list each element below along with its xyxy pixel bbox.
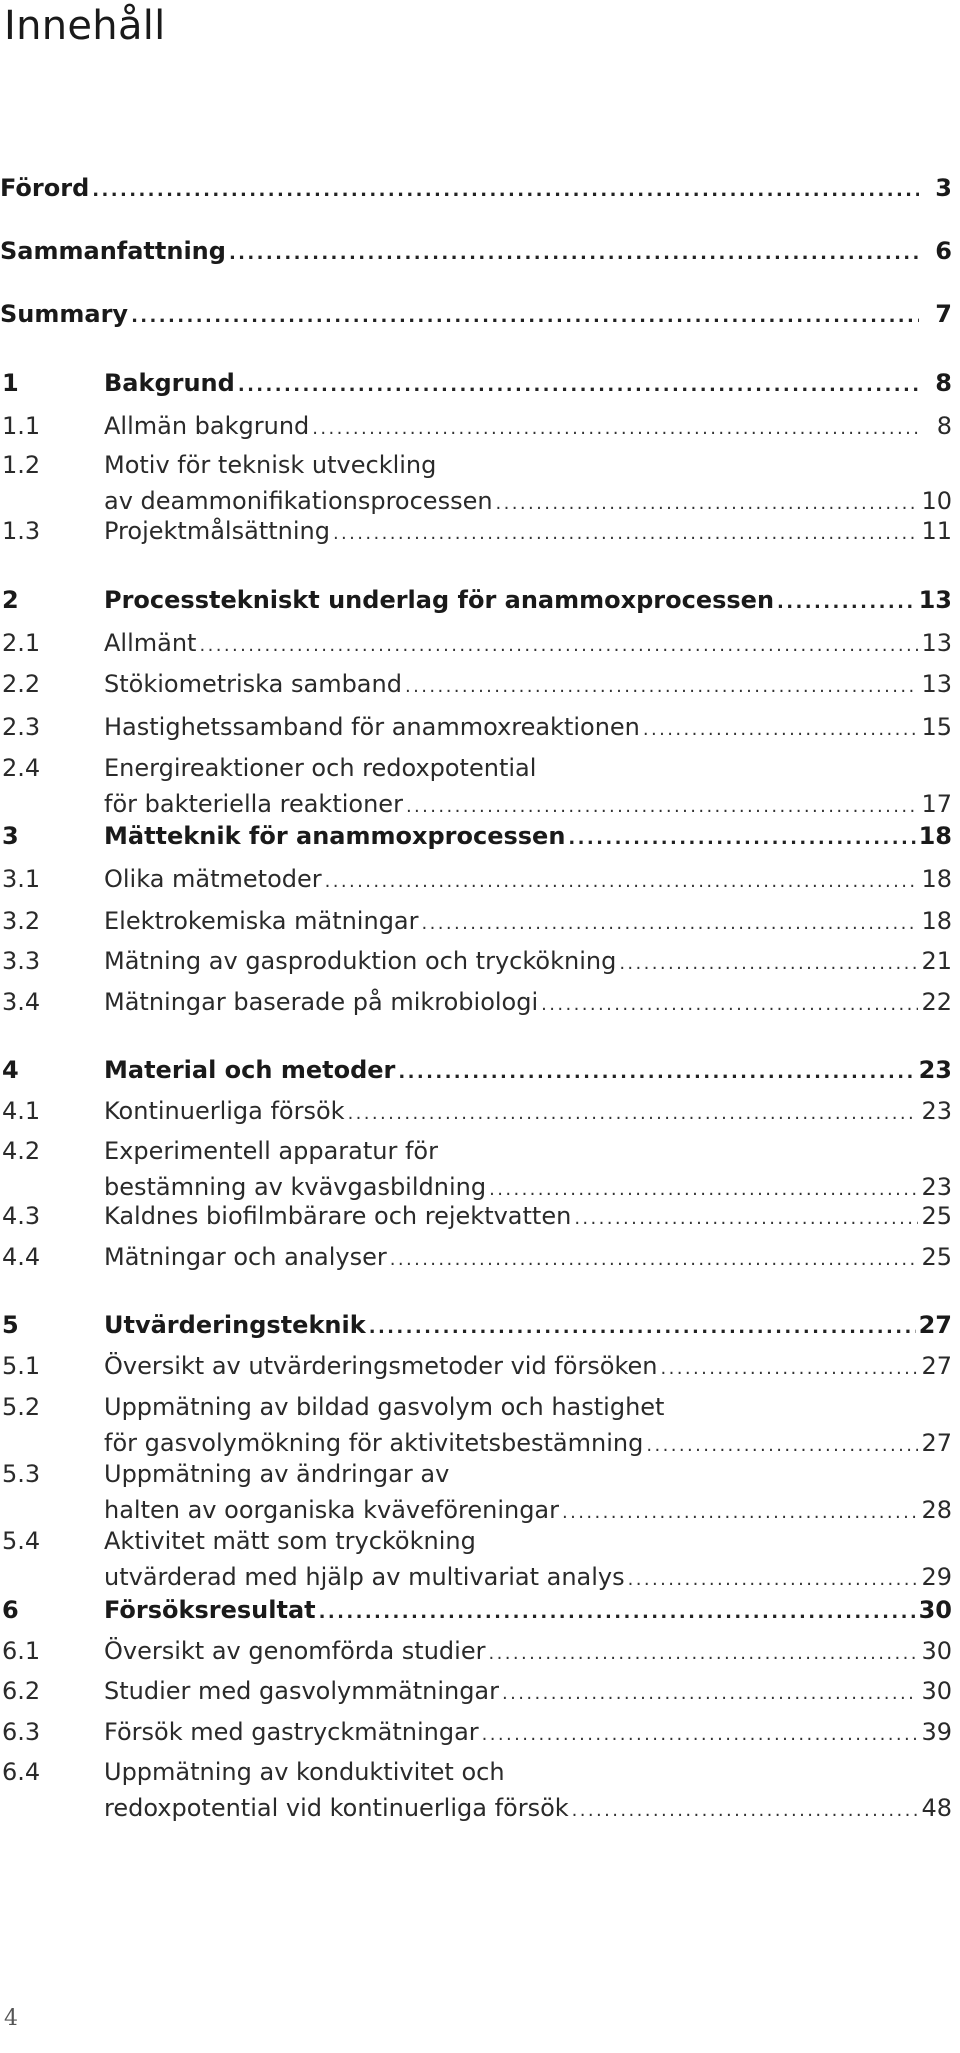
- dot-leader: [502, 1676, 918, 1712]
- toc-entry-number: 6.3: [2, 1718, 41, 1746]
- toc-entry[interactable]: [0, 1198, 952, 1234]
- toc-entry[interactable]: [0, 1133, 952, 1205]
- toc-entry-number: 6.4: [2, 1758, 41, 1786]
- dot-leader: [348, 1096, 919, 1132]
- dot-leader: [319, 1595, 916, 1631]
- toc-entry-title-continued: redoxpotential vid kontinuerliga försök: [104, 1794, 569, 1822]
- toc-page-number: 21: [921, 947, 952, 975]
- toc-entry-number: 1.1: [2, 412, 41, 440]
- toc-entry[interactable]: [0, 666, 952, 702]
- toc-entry-title: Förord: [0, 174, 90, 202]
- toc-entry-title: Olika mätmetoder: [104, 865, 322, 893]
- toc-entry-number: 2: [2, 586, 19, 614]
- dot-leader: [661, 1351, 919, 1387]
- toc-entry-number: 5.3: [2, 1460, 41, 1488]
- toc-entry-title: Bakgrund: [104, 369, 235, 397]
- toc-entry-title: Försök med gastryckmätningar: [104, 1718, 479, 1746]
- toc-entry-title: Hastighetssamband för anammoxreaktionen: [104, 713, 640, 741]
- toc-entry[interactable]: [0, 1456, 952, 1528]
- toc-entry-number: 5.2: [2, 1393, 41, 1421]
- dot-leader: [398, 1055, 915, 1091]
- toc-entry-title: Summary: [0, 300, 129, 328]
- toc-page-number: 28: [921, 1496, 952, 1524]
- toc-entry-number: 2.1: [2, 629, 41, 657]
- toc-entry-title: Översikt av utvärderingsmetoder vid försöken: [104, 1352, 658, 1380]
- toc-entry-number: 1.2: [2, 451, 41, 479]
- toc-entry-number: 1: [2, 369, 19, 397]
- toc-page-number: 10: [921, 487, 952, 515]
- dot-leader: [390, 1242, 919, 1278]
- toc-page-number: 18: [921, 865, 952, 893]
- toc-entry[interactable]: [0, 513, 952, 549]
- toc-entry-title: Uppmätning av bildad gasvolym och hastighet: [104, 1393, 665, 1421]
- toc-entry-number: 3.4: [2, 988, 41, 1016]
- toc-page-number: 11: [921, 517, 952, 545]
- toc-page-number: 7: [935, 300, 952, 328]
- toc-page-number: 13: [921, 629, 952, 657]
- toc-entry-title: Mätning av gasproduktion och tryckökning: [104, 947, 617, 975]
- toc-entry-title-continued: halten av oorganiska kväveföreningar: [104, 1496, 560, 1524]
- toc-entry[interactable]: [0, 1307, 952, 1343]
- toc-entry-title: Mätningar och analyser: [104, 1243, 387, 1271]
- toc-entry[interactable]: [0, 625, 952, 661]
- toc-entry[interactable]: [0, 170, 952, 206]
- dot-leader: [422, 906, 919, 942]
- toc-entry[interactable]: [0, 1093, 952, 1129]
- toc-entry-title: Mätningar baserade på mikrobiologi: [104, 988, 539, 1016]
- dot-leader: [643, 712, 919, 748]
- dot-leader: [488, 1636, 918, 1672]
- toc-page-number: 30: [918, 1596, 952, 1624]
- toc-entry-title: Sammanfattning: [0, 237, 226, 265]
- toc-page-number: 39: [921, 1718, 952, 1746]
- toc-entry-title: Allmänt: [104, 629, 197, 657]
- toc-entry-title: Stökiometriska samband: [104, 670, 402, 698]
- toc-page-number: 15: [921, 713, 952, 741]
- toc-entry-number: 6: [2, 1596, 19, 1624]
- toc-entry[interactable]: [0, 408, 952, 444]
- toc-page-number: 23: [918, 1056, 952, 1084]
- dot-leader: [541, 987, 918, 1023]
- toc-entry[interactable]: [0, 233, 952, 269]
- toc-entry[interactable]: [0, 750, 952, 822]
- dot-leader: [568, 821, 915, 857]
- toc-entry[interactable]: [0, 1052, 952, 1088]
- toc-entry-number: 2.3: [2, 713, 41, 741]
- page-title: Innehåll: [4, 3, 166, 49]
- toc-entry-title: Material och metoder: [104, 1056, 396, 1084]
- toc-page-number: 3: [935, 174, 952, 202]
- toc-page-number: 23: [921, 1097, 952, 1125]
- toc-entry-title: Kaldnes biofilmbärare och rejektvatten: [104, 1202, 572, 1230]
- toc-entry[interactable]: [0, 1754, 952, 1826]
- toc-entry[interactable]: [0, 1592, 952, 1628]
- toc-entry-title-continued: bestämning av kvävgasbildning: [104, 1173, 487, 1201]
- toc-entry-number: 2.4: [2, 754, 41, 782]
- toc-page-number: 27: [921, 1429, 952, 1457]
- toc-entry-title: Studier med gasvolymmätningar: [104, 1677, 500, 1705]
- toc-page-number: 25: [921, 1202, 952, 1230]
- toc-entry[interactable]: [0, 1714, 952, 1750]
- dot-leader: [131, 299, 919, 335]
- toc-entry-number: 4: [2, 1056, 19, 1084]
- toc-entry[interactable]: [0, 447, 952, 519]
- toc-entry-title: Aktivitet mätt som tryckökning: [104, 1527, 476, 1555]
- toc-entry[interactable]: [0, 709, 952, 745]
- toc-entry-title: Mätteknik för anammoxprocessen: [104, 822, 566, 850]
- toc-entry-title: Kontinuerliga försök: [104, 1097, 345, 1125]
- toc-entry-number: 3.1: [2, 865, 41, 893]
- toc-page-number: 30: [921, 1637, 952, 1665]
- dot-leader: [405, 669, 918, 705]
- toc-entry-title: Uppmätning av ändringar av: [104, 1460, 450, 1488]
- toc-page-number: 18: [921, 907, 952, 935]
- toc-entry[interactable]: [0, 818, 952, 854]
- toc-entry-title: Energireaktioner och redoxpotential: [104, 754, 537, 782]
- toc-entry-number: 5.4: [2, 1527, 41, 1555]
- toc-entry[interactable]: [0, 1633, 952, 1669]
- toc-entry-title-continued: för bakteriella reaktioner: [104, 790, 403, 818]
- dot-leader: [482, 1717, 919, 1753]
- toc-entry-number: 2.2: [2, 670, 41, 698]
- toc-entry-number: 5.1: [2, 1352, 41, 1380]
- toc-entry[interactable]: [0, 984, 952, 1020]
- toc-entry-number: 6.2: [2, 1677, 41, 1705]
- toc-entry[interactable]: [0, 1239, 952, 1275]
- dot-leader: [574, 1201, 918, 1237]
- toc-page-number: 29: [921, 1563, 952, 1591]
- toc-entry-title-continued: av deammonifikationsprocessen: [104, 487, 493, 515]
- toc-page-number: 30: [921, 1677, 952, 1705]
- toc-page-number: 8: [936, 412, 952, 440]
- toc-entry-title: Försöksresultat: [104, 1596, 316, 1624]
- toc-entry[interactable]: [0, 1673, 952, 1709]
- toc-entry-number: 4.2: [2, 1137, 41, 1165]
- dot-leader: [229, 236, 919, 272]
- toc-entry-title: Utvärderingsteknik: [104, 1311, 366, 1339]
- dot-leader: [572, 1793, 919, 1829]
- toc-entry[interactable]: [0, 1389, 952, 1461]
- toc-page-number: 23: [921, 1173, 952, 1201]
- toc-page-number: 13: [918, 586, 952, 614]
- toc-page-number: 18: [918, 822, 952, 850]
- toc-entry-title-continued: utvärderad med hjälp av multivariat analys: [104, 1563, 625, 1591]
- toc-entry-title: Översikt av genomförda studier: [104, 1637, 486, 1665]
- toc-entry-number: 5: [2, 1311, 19, 1339]
- toc-page-number: 8: [935, 369, 952, 397]
- toc-entry-number: 3: [2, 822, 19, 850]
- toc-entry[interactable]: [0, 296, 952, 332]
- toc-entry-title: Allmän bakgrund: [104, 412, 310, 440]
- toc-entry-number: 6.1: [2, 1637, 41, 1665]
- toc-page-number: 13: [921, 670, 952, 698]
- toc-entry-number: 3.3: [2, 947, 41, 975]
- toc-page-number: 17: [921, 790, 952, 818]
- toc-entry-number: 4.1: [2, 1097, 41, 1125]
- toc-entry[interactable]: [0, 582, 952, 618]
- dot-leader: [325, 864, 919, 900]
- toc-entry[interactable]: [0, 861, 952, 897]
- toc-page-number: 25: [921, 1243, 952, 1271]
- toc-entry[interactable]: [0, 943, 952, 979]
- dot-leader: [619, 946, 918, 982]
- toc-entry[interactable]: [0, 1523, 952, 1595]
- toc-entry-title: Elektrokemiska mätningar: [104, 907, 419, 935]
- toc-entry[interactable]: [0, 1348, 952, 1384]
- dot-leader: [312, 411, 919, 447]
- dot-leader: [238, 368, 919, 404]
- dot-leader: [199, 628, 918, 664]
- toc-entry-title: Processtekniskt underlag för anammoxprocessen: [104, 586, 775, 614]
- toc-page-number: 22: [921, 988, 952, 1016]
- toc-entry-title: Uppmätning av konduktivitet och: [104, 1758, 505, 1786]
- toc-page-number: 6: [935, 237, 952, 265]
- toc-entry[interactable]: [0, 903, 952, 939]
- toc-page-number: 48: [921, 1794, 952, 1822]
- toc-entry[interactable]: [0, 365, 952, 401]
- page-number: 4: [4, 2006, 18, 2031]
- toc-page-number: 27: [918, 1311, 952, 1339]
- toc-entry-title: Motiv för teknisk utveckling: [104, 451, 437, 479]
- dot-leader: [333, 516, 919, 552]
- toc-entry-title-continued: för gasvolymökning för aktivitetsbestämning: [104, 1429, 644, 1457]
- dot-leader: [777, 585, 916, 621]
- toc-page-number: 27: [921, 1352, 952, 1380]
- dot-leader: [369, 1310, 916, 1346]
- toc-entry-number: 4.3: [2, 1202, 41, 1230]
- toc-entry-title: Projektmålsättning: [104, 517, 330, 545]
- toc-entry-number: 3.2: [2, 907, 41, 935]
- toc-entry-number: 4.4: [2, 1243, 41, 1271]
- dot-leader: [92, 173, 919, 209]
- toc-entry-number: 1.3: [2, 517, 41, 545]
- toc-entry-title: Experimentell apparatur för: [104, 1137, 438, 1165]
